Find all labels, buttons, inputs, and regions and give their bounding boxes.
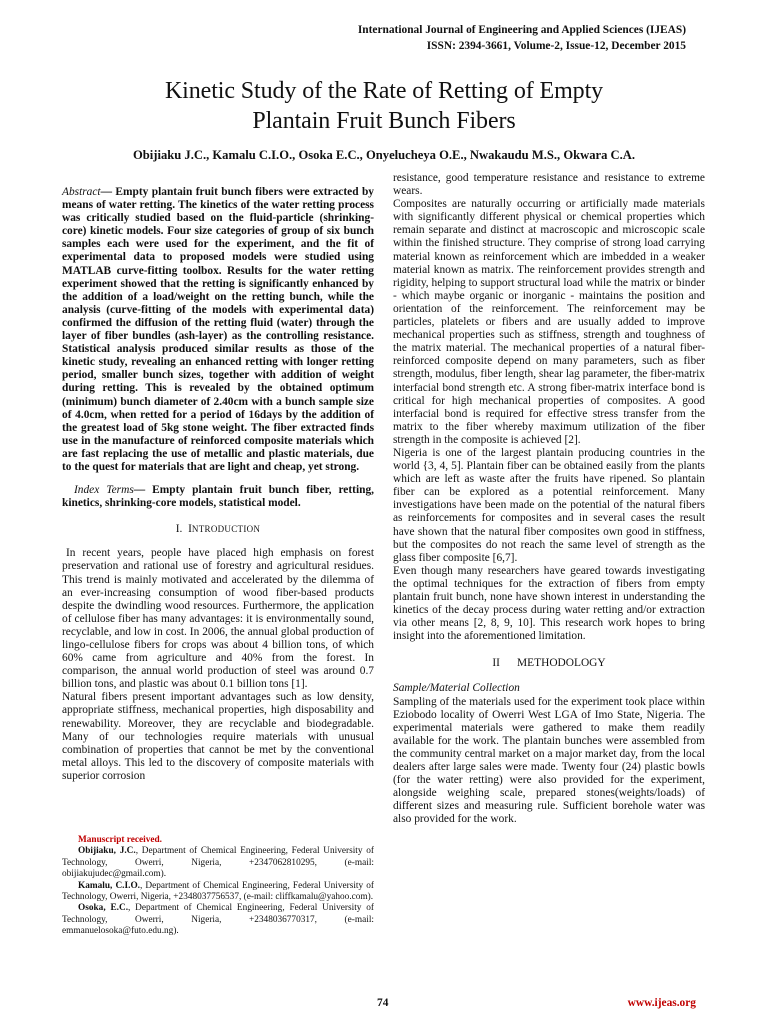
- journal-url[interactable]: www.ijeas.org: [627, 997, 696, 1009]
- footnote-entry: [62, 903, 374, 937]
- title-line-1: Kinetic Study of the Rate of Retting of Empty: [164, 78, 604, 104]
- page-number: 74: [377, 997, 389, 1009]
- footnote-author: Osoka, E.C.: [78, 903, 129, 914]
- paragraph: Sampling of the materials used for the experiment took place within Eziobodo locality of Owerri West LGA of Imo State, Nigeria. The experimental materials were gathered to make them readily available for the work. The plantain bunches were assembled from the community central market on a major market day, from the local dealers after large sales were made. Twenty four (24) plastic bowls (for the water retting) were also provided for the experiment, alongside weighing scale, prepared stones(weights/loads) of different sizes and measuring rule. Sufficient borehole water was also provided for the work.: [393, 695, 705, 826]
- section-number: II: [492, 657, 500, 670]
- author-list: Obijiaku J.C., Kamalu C.I.O., Osoka E.C., Onyelucheya O.E., Nwakaudu M.S., Okwara C.A.: [132, 148, 636, 162]
- journal-issn: ISSN: 2394-3661, Volume-2, Issue-12, December 2015: [426, 40, 686, 52]
- index-terms-label: Index Terms: [74, 484, 134, 497]
- footnote-affiliation: , Department of Chemical Engineering, Federal University of Technology, Owerri, Nigeria, +2347062810295, (e-mail: obijiakujudec@gmail.com).: [62, 846, 374, 880]
- journal-header: [358, 22, 686, 54]
- footnote-author: Obijiaku, J.C.: [78, 846, 136, 857]
- abstract: [62, 186, 374, 474]
- abstract-text: — Empty plantain fruit bunch fibers were extracted by means of water retting. The kinetics of the water retting process was critically studied based on the fluid-particle (shrinking-core) kinetic models. Four size categories of group of six bunch samples each were used for the experiment, and the fit of experimental data to proposed models were studied using MATLAB curve-fitting toolbox. Results for the water retting experiment showed that the retting is significantly enhanced by the addition of a load/weight on the retting bunch, while the analysis (curve-fitting of the models with experimental data) confirmed the diffusion of the retting fluid (water) through the layer of fiber bundles (ash-layer) as the controlling resistance. Statistical analysis produced similar results as those of the kinetic study, revealing an enhanced retting with longer retting period, smaller bunch sizes, together with addition of weight during retting. This is revealed by the obtained optimum (minimum) bunch diameter of 2.40cm with a bunch sample size of 4.0cm, when retted for a period of 16days by the addition of the greatest load of 5kg stone weight. The fiber extracted finds use in the manufacture of reinforced composite materials which are fast replacing the use of metallic and plastic materials, due to the quest for materials that are light and cheap, yet strong.: [62, 186, 374, 473]
- left-column: [62, 186, 374, 783]
- index-terms: [62, 484, 374, 510]
- section-number: I.: [175, 523, 183, 536]
- section-title-initial: I: [188, 523, 192, 536]
- paragraph: Nigeria is one of the largest plantain producing countries in the world {3, 4, 5]. Plantain fiber can be obtained easily from the plants which are left as waste after the fruits have ripened. So plantain fiber can be explored as a potential reinforcement. Many investigations have been made on the potential of the natural fibers as reinforcements for composites and in several cases the result have shown that the natural fiber composites own good in stiffness, but the composites do not reach the same level of strength as the glass fiber composite [6,7].: [393, 446, 705, 564]
- footnote-affiliation: , Department of Chemical Engineering, Federal University of Technology, Owerri, Nigeria, +2348036770317, (e-mail: emmanuelosoka@futo.edu.ng).: [62, 903, 374, 937]
- footnote-entry: [62, 846, 374, 880]
- journal-name: International Journal of Engineering and Applied Sciences (IJEAS): [357, 24, 686, 36]
- paper-title: [60, 76, 708, 136]
- paragraph: In recent years, people have placed high emphasis on forest preservation and rational use of forestry and agricultural residues. This trend is mainly motivated and accelerated by the dilemma of an ever-increasing consumption of wood fiber-based products despite the dwindling wood resources. Furthermore, the application of cellulose fiber has many advantages: it is environmentally sound, recyclable, and low in cost. In 2006, the annual global production of lingo-cellulose fibers for crops was about 4 billion tons, of which 60% came from agriculture and 40% from the forest. In comparison, the annual world production of steel was around 0.7 billion tons, and plastic was about 0.1 billion tons [1].: [62, 547, 374, 691]
- footnote-entry: [62, 881, 374, 904]
- abstract-label: Abstract: [62, 186, 101, 198]
- index-terms-text: — Empty plantain fruit bunch fiber, retting, kinetics, shrinking-core models, statistical model.: [62, 484, 374, 510]
- section-heading-introduction: [62, 523, 374, 536]
- title-line-2: Plantain Fruit Bunch Fibers: [252, 108, 516, 134]
- paragraph: Even though many researchers have geared towards investigating the optimal techniques for the extraction of fibers from empty plantain fruit bunch, none have shown interest in understanding the kinetics of the decay process during water retting and/or extraction via other means [2, 8, 9, 10]. This research work hopes to bring insight into the aforementioned limitation.: [393, 564, 705, 643]
- manuscript-received: Manuscript received.: [78, 835, 162, 845]
- paragraph: Natural fibers present important advantages such as low density, appropriate stiffness, mechanical properties, high disposability and renewability. Moreover, they are recyclable and biodegradable. Many of our technologies require materials with unusual combination of properties that cannot be met by the conventional metal alloys. This led to the discovery of composite materials with superior corrosion: [62, 691, 374, 782]
- section-heading-methodology: [393, 657, 705, 670]
- paragraph: resistance, good temperature resistance and resistance to extreme wears.: [393, 172, 705, 198]
- section-title-rest: NTRODUCTION: [191, 524, 261, 535]
- subsection-heading: Sample/Material Collection: [393, 682, 520, 695]
- section-title: METHODOLOGY: [517, 657, 606, 670]
- right-column: [393, 172, 705, 827]
- footnote-affiliation: , Department of Chemical Engineering, Federal University of Technology, Owerri, Nigeria, +2348037756537, (e-mail: cliffkamalu@yahoo.com).: [62, 880, 374, 903]
- footnote-author: Kamalu, C.I.O.: [78, 880, 140, 891]
- paragraph: Composites are naturally occurring or artificially made materials with significantly different physical or chemical properties which remain separate and distinct at macroscopic and microscopic scale within the finished structure. They comprise of strong load carrying material known as reinforcement which are imbedded in a weaker material known as matrix. The reinforcement provides strength and rigidity, helping to support structural load while the matrix or binder - which maybe organic or inorganic - maintains the position and orientation of the reinforcement. The reinforcement may be particles, platelets or fibers and are usually added to improve mechanical properties such as stiffness, strength and toughness of the matrix material. The mechanical properties of a natural fiber-reinforced composite depend on many parameters, such as fiber strength, modulus, fiber length, shear lag parameter, the fiber-matrix interfacial bond strength etc. A strong fiber-matrix interface bond is critical for high mechanical properties of composites. A good interfacial bond is required for effective stress transfer from the matrix to the fiber whereby maximum utilization of the fiber strength in the composite is achieved [2].: [393, 198, 705, 446]
- footnote: [62, 835, 374, 938]
